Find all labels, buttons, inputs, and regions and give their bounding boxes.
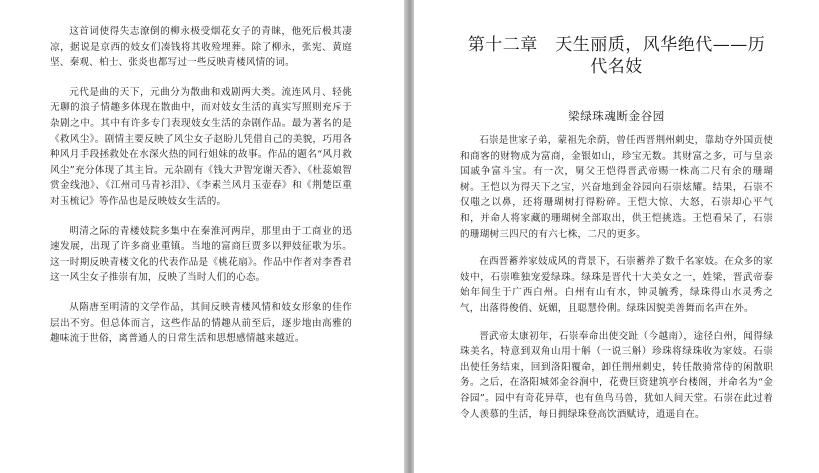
right-page	[414, 0, 819, 473]
right-paragraph-3: 晋武帝太康初年，石崇奉命出使交趾（今越南），途径白州，闻得绿珠美名，特意到双角山用十斛（一说三斛）珍珠将绿珠收为家妓。石崇出使任务结束，回到洛阳覆命，卸任荆州刺史，转任散骑常侍的闲散职务。之后，在洛阳城郊金谷涧中，花费巨资建筑亭台楼阁，并命名为“金谷园”。园中有奇花异草，也有鱼鸟马兽，犹如人间天堂。石崇在此过着令人羡慕的生活，每日拥绿珠登高饮酒赋诗，逍遥自在。	[460, 330, 773, 420]
right-paragraph-2: 在西晋蓄养家妓成风的背景下，石崇蓄养了数千名家妓。在众多的家妓中，石崇唯独宠爱绿珠。绿珠是晋代十大美女之一，姓梁，晋武帝泰始年间生于广西白州。白州有山有水，钟灵毓秀，绿珠得山水灵秀之气，出落得俊俏、妩媚，且聪慧伶俐。绿珠因貌美善舞而名声在外。	[460, 256, 773, 314]
section-title: 梁绿珠魂断金谷园	[568, 109, 665, 123]
left-paragraph-2: 元代是曲的天下，元曲分为散曲和戏剧两大类。流连风月、轻佻无聊的浪子情趣多体现在散曲中，而对妓女生活的真实写照则充斥于杂剧之中。其中有许多专门表现妓女生活的杂剧作品。最为著名的是《救风尘》。剧情主要反映了风尘女子赵盼儿凭借自己的美貌，巧用各种风月手段拯救处在水深火热的同行姐妹的故事。作品的题名“风月救风尘”充分体现了其主旨。元杂剧有《钱大尹智宠谢天香》、《杜蕊娘智赏金线池》、《江州司马青衫泪》、《李素兰风月玉壶春》和《荆楚臣重对玉梳记》等作品也是反映妓女生活的。	[50, 86, 352, 207]
left-paragraph-3: 明清之际的青楼妓院多集中在秦淮河两岸，那里由于工商业的迅速发展，出现了许多商业重镇。当地的富商巨贾多以狎妓征歌为乐。这一时期反映青楼文化的代表作品是《桃花扇》。作品中作者对李香君这一风尘女子推崇有加，反映了当时人们的心态。	[50, 225, 352, 284]
left-paragraph-4: 从隋唐至明清的文学作品，其间反映青楼风情和妓女形象的佳作层出不穷。但总体而言，这些作品的情趣从前至后，逐步地由高雅的趣味流于世俗，离普通人的日常生活和思想感情越来越近。	[50, 301, 352, 345]
left-page	[0, 0, 404, 473]
right-paragraph-1: 石崇是世家子弟，蒙祖先余荫，曾任西晋荆州刺史，靠劫夺外国贡使和商客的财物成为富商，金银如山，珍宝无数。其财富之多，可与皇亲国戚争富斗宝。有一次，舅父王恺得晋武帝赐一株高二尺有余的珊瑚树。王恺以为得天下之宝，兴奋地到金谷园向石崇炫耀。结果，石崇不仅嗤之以鼻，还将珊瑚树打得粉碎。王恺大惊、大怒，石崇却心平气和，并命人将家藏的珊瑚树全部取出，供王恺挑选。王恺看呆了，石崇的珊瑚树三四尺的有六七株，二尺的更多。	[460, 135, 773, 240]
chapter-title: 第十二章 天生丽质，风华绝代——历代名妓	[467, 35, 766, 77]
left-paragraph-1: 这首词使得失志潦倒的柳永极受烟花女子的青睐，他死后极其凄凉，据说是京西的妓女们凑钱将其收殓埋葬。除了柳永，张宪、黄庭坚、秦观、柏士、张炎也都写过一些反映青楼风情的词。	[50, 26, 352, 69]
page-gutter	[404, 0, 414, 473]
